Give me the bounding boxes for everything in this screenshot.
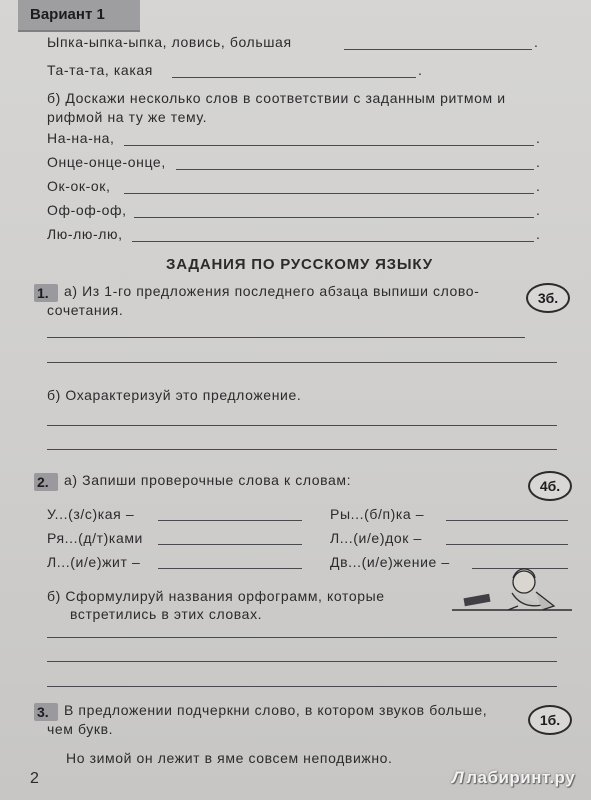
points-badge-1: 1б. [528,705,572,735]
rhyme-prompt-3: Ок-ок-ок, [47,178,111,194]
word-3: Ря...(д/т)ками [47,530,143,546]
task2-b-text: б) Сформулируй названия орфограмм, которые [47,588,385,604]
answer-line[interactable] [176,169,534,170]
answer-line[interactable] [47,449,557,450]
variant-header [18,0,140,32]
task3-text-cont: чем букв. [47,721,114,737]
rhyme-line-2: Та-та-та, какая [47,62,153,78]
task2-b-text-cont: встретились в этих словах. [70,606,263,622]
task-number-2: 2. [34,473,58,491]
task-number-1: 1. [34,284,58,302]
variant-label: Вариант 1 [30,6,105,23]
points-badge-3: 3б. [526,283,570,313]
answer-line[interactable] [446,520,568,521]
answer-line[interactable] [172,77,416,78]
rhyme-prompt-2: Онце-онце-онце, [47,154,166,170]
rhyme-prompt-5: Лю-лю-лю, [47,226,123,242]
task2-a-text: а) Запиши проверочные слова к словам: [64,472,352,488]
answer-line[interactable] [124,193,534,194]
answer-line[interactable] [47,362,557,363]
answer-line[interactable] [124,145,534,146]
answer-line[interactable] [344,49,532,50]
word-4: Л...(и/е)док – [330,530,422,546]
word-2: Ры...(б/п)ка – [330,506,425,522]
task1-b-text: б) Охарактеризуй это предложение. [47,387,302,403]
task3-text: В предложении подчеркни слово, в котором звуков больше, [64,702,488,718]
task-b-instruction: б) Доскажи несколько слов в соответствии с заданным ритмом и [47,90,506,106]
task3-sentence[interactable]: Но зимой он лежит в яме совсем неподвижно. [66,750,393,766]
answer-line[interactable] [158,544,302,545]
answer-line[interactable] [47,661,557,662]
answer-line[interactable] [47,425,557,426]
answer-line[interactable] [47,686,557,687]
points-badge-4: 4б. [528,471,572,501]
word-6: Дв...(и/е)жение – [330,554,450,570]
answer-line[interactable] [158,520,302,521]
answer-line[interactable] [132,241,534,242]
answer-line[interactable] [47,337,525,338]
word-1: У...(з/с)кая – [47,506,135,522]
task-b-instruction-cont: рифмой на ту же тему. [47,109,208,125]
word-5: Л...(и/е)жит – [47,554,141,570]
section-title: ЗАДАНИЯ ПО РУССКОМУ ЯЗЫКУ [166,256,433,273]
rhyme-prompt-1: На-на-на, [47,130,115,146]
watermark: Л лабиринт.ру [452,768,576,787]
child-writing-illustration [452,566,574,626]
workbook-page: Вариант 1 Ыпка-ыпка-ыпка, ловись, большая . Та-та-та, какая . б) Доскажи несколько слов в соответствии с заданным ритмом и рифмой на ту же тему. На-на-на, . Онце-онце-онце, . Ок-ок-ок, . Оф-оф-оф, . Лю-лю-лю, . ЗАДАНИЯ ПО РУССКОМУ ЯЗЫКУ 1. а) Из 1-го предложения последнего абзаца выпиши слово- сочетания. 3б. б) Охарактеризуй это предложение. 2. а) Запиши проверочные слова к словам: 4б. У...(з/с)кая – Ры...(б/п)ка – Ря...(д/т)ками Л...(и/е)док – Л...(и/е)жит – Дв...(и/е)жение – б) Сформулируй названия орфограмм, которые встретились в этих словах. 3. В предложении подчеркни слово, в котором звуков больше, чем букв. 1б. Но зимой он лежит в яме совсем неподвижно. 2 Л лабиринт.ру [0,0,591,800]
rhyme-prompt-4: Оф-оф-оф, [47,202,127,218]
task1-a-text: а) Из 1-го предложения последнего абзаца выпиши слово- [64,283,480,299]
answer-line[interactable] [158,568,302,569]
answer-line[interactable] [446,544,568,545]
page-number: 2 [30,770,39,787]
task-number-3: 3. [34,703,58,721]
task1-a-text-cont: сочетания. [47,302,124,318]
answer-line[interactable] [134,217,534,218]
rhyme-line-1: Ыпка-ыпка-ыпка, ловись, большая [47,34,292,50]
answer-line[interactable] [47,637,557,638]
watermark-text: лабиринт.ру [466,768,576,787]
